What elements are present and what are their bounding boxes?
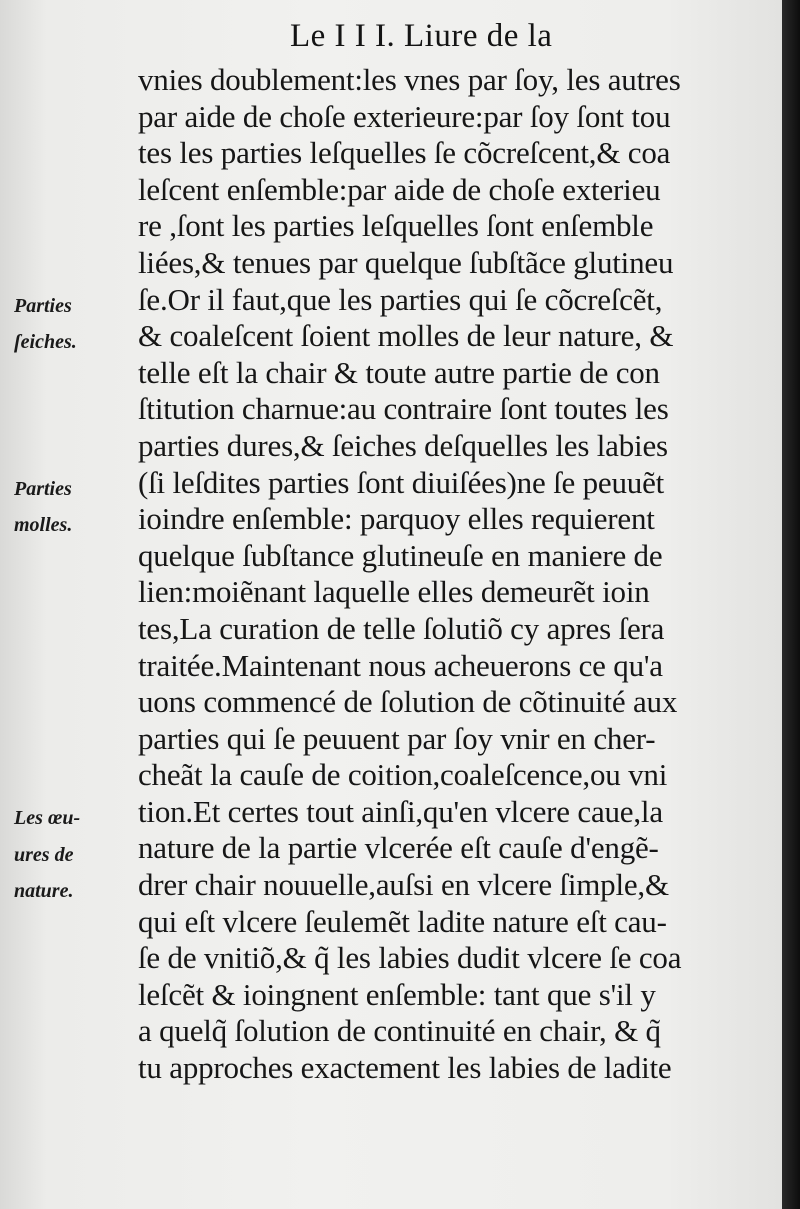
text-line: leſcẽt & ioingnent enſemble: tant que s'il y — [138, 976, 656, 1012]
body-text — [138, 62, 758, 1087]
text-line: tes,La curation de telle ſolutiõ cy apres ſera — [138, 610, 665, 646]
margin-note-line: ſeiches. — [14, 331, 77, 354]
page-edge-shadow — [782, 0, 800, 1209]
margin-note-line: nature. — [14, 880, 74, 903]
text-line: ioindre enſemble: parquoy elles requierent — [138, 501, 655, 537]
text-line: cheãt la cauſe de coition,coaleſcence,ou vni — [138, 757, 668, 793]
text-line: telle eſt la chair & toute autre partie de con — [138, 354, 660, 390]
text-line: liées,& tenues par quelque ſubſtãce glutineu — [138, 244, 674, 280]
text-line: nature de la partie vlcerée eſt cauſe d'engẽ- — [138, 830, 659, 866]
text-line: leſcent enſemble:par aide de choſe exterieu — [138, 171, 661, 207]
margin-note-line: molles. — [14, 514, 73, 537]
margin-note-line: ures de — [14, 843, 74, 866]
text-line: traitée.Maintenant nous acheuerons ce qu'a — [138, 647, 663, 683]
text-line: uons commencé de ſolution de cõtinuité aux — [138, 684, 678, 720]
margin-note — [14, 471, 72, 544]
text-line: ſtitution charnue:au contraire ſont toutes les — [138, 391, 669, 427]
margin-note-line: Parties — [14, 294, 72, 317]
text-line: ſe.Or il faut,que les parties qui ſe cõcreſcẽt, — [138, 281, 663, 317]
text-line: (ſi leſdites parties ſont diuiſées)ne ſe peuuẽt — [138, 464, 665, 500]
text-line: qui eſt vlcere ſeulemẽt ladite nature eſt cau- — [138, 903, 667, 939]
margin-note — [14, 288, 77, 361]
text-line: drer chair nouuelle,auſsi en vlcere ſimple,& — [138, 867, 669, 903]
running-header: Le I I I. Liure de la — [290, 18, 553, 54]
text-line: tion.Et certes tout ainſi,qu'en vlcere caue,la — [138, 793, 663, 829]
text-line: re ,ſont les parties leſquelles ſont enſemble — [138, 208, 654, 244]
text-line: parties qui ſe peuuent par ſoy vnir en cher- — [138, 720, 656, 756]
margin-note-line: Les œu- — [14, 807, 81, 829]
text-line: ſe de vnitiõ,& q̃ les labies dudit vlcere ſe coa — [138, 940, 682, 976]
text-line: & coaleſcent ſoient molles de leur nature, & — [138, 318, 674, 354]
text-line: tes les parties leſquelles ſe cõcreſcent,& coa — [138, 135, 671, 171]
text-line: par aide de choſe exterieure:par ſoy ſont tou — [138, 98, 671, 134]
text-line: lien:moiẽnant laquelle elles demeurẽt ioin — [138, 574, 650, 610]
text-line: vnies doublement:les vnes par ſoy, les autres — [138, 62, 681, 97]
text-line: quelque ſubſtance glutineuſe en maniere de — [138, 537, 663, 573]
text-line: a quelq̃ ſolution de continuité en chair, & q̃ — [138, 1013, 661, 1049]
text-line: parties dures,& ſeiches deſquelles les labies — [138, 427, 668, 463]
margin-note — [14, 800, 80, 910]
text-line: tu approches exactement les labies de ladite — [138, 1050, 672, 1086]
margin-note-line: Parties — [14, 477, 72, 500]
